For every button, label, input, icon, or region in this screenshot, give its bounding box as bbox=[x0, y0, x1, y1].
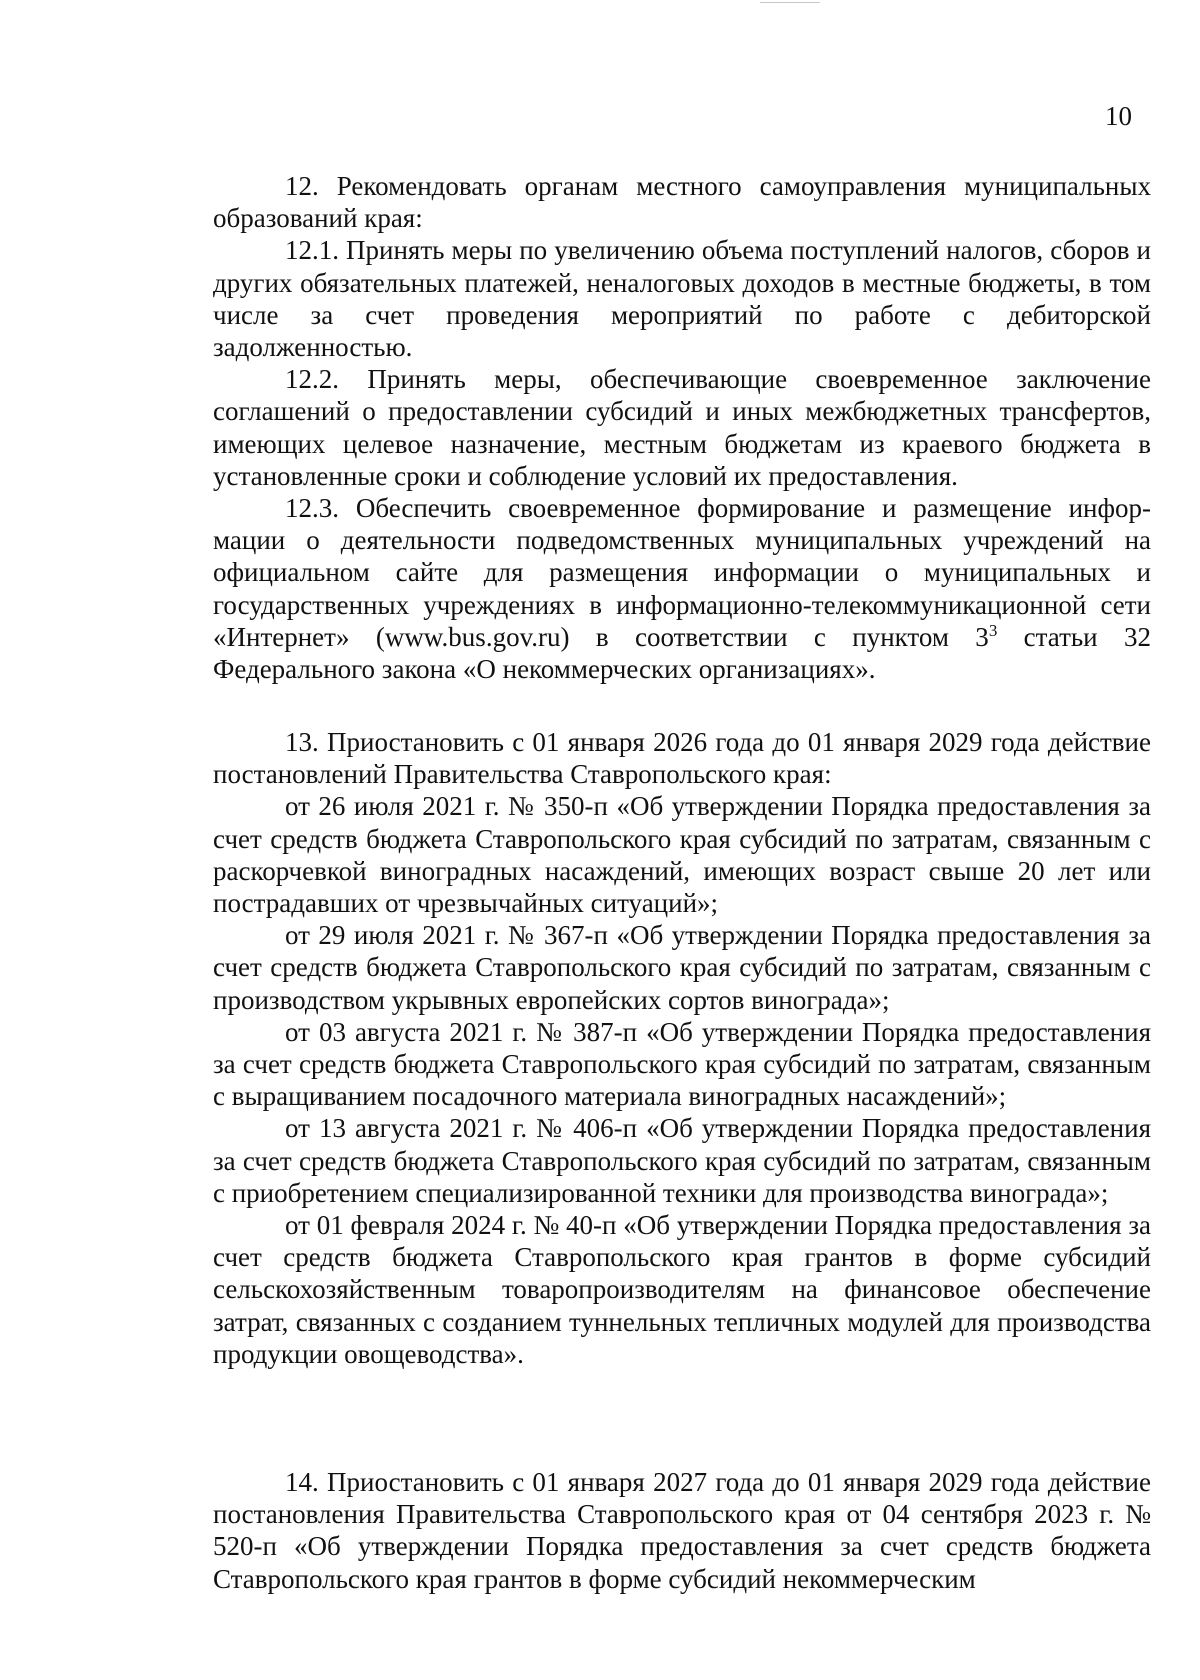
resolution-item: от 29 июля 2021 г. № 367-п «Об утверждении Порядка предоставления за счет средств бюджета Ставропольского края субсидий по затратам, связанным с производством укрывных европейских сортов винограда»; bbox=[213, 920, 1151, 1015]
paragraph-12-3-superscript: 3 bbox=[988, 620, 998, 640]
section-12 bbox=[213, 170, 1151, 685]
section-13 bbox=[213, 726, 1151, 1370]
paragraph-12-3-text-end: статьи 32 Федерального закона «О некоммерческих организациях». bbox=[213, 621, 1151, 685]
paragraph-12-3-text: 12.3. Обеспечить своевременное формирование и размещение информации о деятельности подведомственных муниципальных учреждений на официальном сайте для размещения информации о муниципальных и государственных учреждениях в информационно-телекоммуникационной сети «Интернет» (www.bus.gov.ru) в соответствии с пунктом 3 bbox=[213, 493, 1151, 652]
paragraph-12-1: 12.1. Принять меры по увеличению объема поступлений налогов, сборов и других обязательных платежей, неналоговых доходов в местные бюджеты, в том числе за счет проведения мероприятий по работе с дебиторской задолженностью. bbox=[213, 235, 1151, 363]
scan-artifact bbox=[760, 2, 820, 3]
section-14 bbox=[213, 1466, 1151, 1595]
paragraph-12-2: 12.2. Принять меры, обеспечивающие своевременное заключение соглашений о предоставлении субсидий и иных межбюджетных трансфертов, имеющих целевое назначение, местным бюджетам из краевого бюджета в установленные сроки и соблюдение условий их предоставления. bbox=[213, 364, 1151, 491]
paragraph-13: 13. Приостановить с 01 января 2026 года до 01 января 2029 года действие постановлений Правительства Ставропольского края: bbox=[213, 727, 1151, 790]
paragraph-14: 14. Приостановить с 01 января 2027 года до 01 января 2029 года действие постановления Правительства Ставропольского края от 04 сентября 2023 г. № 520-п «Об утверждении Порядка предоставления за счет средств бюджета Ставропольского края грантов в форме субсидий некоммерческим bbox=[213, 1467, 1151, 1594]
paragraph-12: 12. Рекомендовать органам местного самоуправления муниципальных образований края: bbox=[213, 171, 1151, 234]
resolution-item: от 03 августа 2021 г. № 387-п «Об утверждении Порядка предоставления за счет средств бюджета Ставропольского края субсидий по затратам, связанным с выращиванием посадочного материала виноградных насаждений»; bbox=[213, 1016, 1151, 1112]
resolution-item: от 26 июля 2021 г. № 350-п «Об утверждении Порядка предоставления за счет средств бюджета Ставропольского края субсидий по затратам, связанным с раскорчевкой виноградных насаждений, имеющих возраст свыше 20 лет или пострадавших от чрезвычайных ситуаций»; bbox=[213, 791, 1151, 919]
resolution-item: от 13 августа 2021 г. № 406-п «Об утверждении Порядка предоставления за счет средств бюджета Ставропольского края субсидий по затратам, связанным с приобретением специализированной техники для производства винограда»; bbox=[213, 1113, 1151, 1208]
resolution-item: от 01 февраля 2024 г. № 40-п «Об утверждении Порядка предоставления за счет средств бюджета Ставропольского края грантов в форме субсидий сельскохозяйственным товаропроизводителям на финансовое обеспечение затрат, связанных с созданием туннельных тепличных модулей для производства продукции овощеводства». bbox=[213, 1210, 1151, 1369]
page-number: 10 bbox=[1105, 101, 1132, 131]
paragraph-12-3 bbox=[213, 492, 1151, 685]
